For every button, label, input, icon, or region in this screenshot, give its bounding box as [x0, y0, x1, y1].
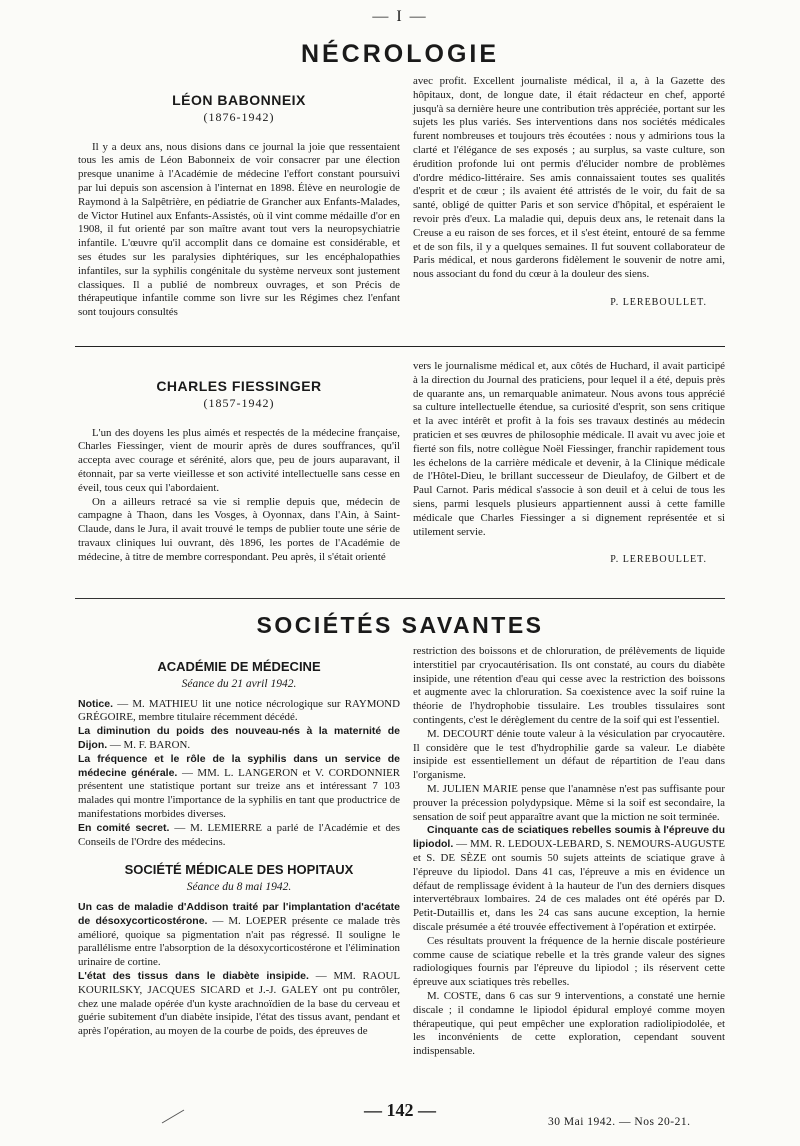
item-text: — MM. L. LANGERON et V. CORDONNIER présentent une statistique portant sur treize ans et intéressant 7 103 malades qui montre l'importance de la syphilis en tant que productrice de manifestations morbides diverses. [78, 766, 400, 820]
item-title: Un cas de maladie d'Addison traité par l'implantation d'acétate de désoxycorticostérone. [78, 900, 400, 927]
section-divider [75, 598, 725, 599]
paragraph-text: M. COSTE, dans 6 cas sur 9 interventions, a constaté une hernie discale ; il condamne le lipiodol épidural employé comme moyen thérapeutique, qui peut empêcher une exploration radiolipiodolée, et les inconvénients de cette exploration, cependant souvent indispensable. [413, 989, 725, 1058]
obituary-text: Il y a deux ans, nous disions dans ce journal la joie que ressentaient tous les amis de Léon Babonneix de voir consacrer par une élection presque unanime à l'Académie de médecine l'effort constant poursuivi par lui depuis son ascension à l'internat en 1898. Élève en neurologie de Raymond à la Salpêtrière, en pédiatrie de Grancher aux Enfants-Malades, de Victor Hutinel aux Enfants-Assistés, où il vint comme médaille d'or en 1908, il fut orienté par son maître avant tout vers la neuropsychiatrie infantile. L'œuvre qu'il accomplit dans ce domaine est considérable, et ses études sur les paralysies diphtériques, sur les encéphalopathies infantiles, sur la syphilis congénitale du système nerveux sont justement classiques. Il a publié de nombreux ouvrages, et son Précis de thérapeutique infantile comme son livre sur les Régimes chez l'enfant sont toujours consultés [78, 140, 400, 319]
hopitaux-item [78, 970, 400, 1039]
report-paragraph [413, 824, 725, 934]
obituary-fiessinger-left [78, 380, 400, 565]
academie-seance: Séance du 21 avril 1942. [181, 677, 297, 690]
page-number: — 142 — [364, 1100, 436, 1120]
hopitaux-heading: SOCIÉTÉ MÉDICALE DES HOPITAUX [124, 862, 354, 878]
section-divider [75, 346, 725, 347]
item-title: L'état des tissus dans le diabète insipide. [78, 969, 309, 982]
item-text: — M. LEMIERRE a parlé de l'Académie et des Conseils de l'Ordre des médecins. [78, 821, 400, 848]
academie-item [78, 725, 400, 753]
academie-heading: ACADÉMIE DE MÉDECINE [157, 659, 321, 674]
item-title: Notice. [78, 697, 114, 710]
societes-savantes-title: SOCIÉTÉS SAVANTES [256, 612, 544, 638]
issue-date-line: 30 Mai 1942. — Nos 20-21. [548, 1116, 691, 1128]
academie-item [78, 822, 400, 850]
item-text: — MM. RAOUL KOURILSKY, JACQUES SICARD et J.-J. GALEY ont pu contrôler, chez une malade opérée d'un kyste arachnoïdien de la base du cerveau et guérie subitement d'un diabète insipide, l'état des tissus avant, pendant et après l'opération, au moyen de la courbe de poids, des épreuves de [78, 969, 400, 1038]
obituary-text: On a ailleurs retracé sa vie si remplie depuis que, médecin de campagne à Thaon, dans les Vosges, à Oyonnax, dans l'Ain, à Saint-Claude, dans le Jura, il avait trouvé le temps de publier toute une série de travaux cliniques lui ouvrant, dès 1896, les portes de l'Académie de médecine, à titre de membre correspondant. Peu après, il s'était orienté [78, 495, 400, 563]
page-roman-number: — I — [372, 8, 428, 25]
obituary-name: CHARLES FIESSINGER [156, 378, 322, 394]
obituary-babonneix-left [78, 94, 400, 320]
obituary-text: avec profit. Excellent journaliste médical, il a, à la Gazette des hôpitaux, dont, de longue date, il était rédacteur en chef, apporté jusqu'à sa dernière heure une contribution très appréciée, portant sur les sujets les plus variés. Ses interventions dans nos sociétés médicales furent nombreuses et toujours très écoutées : nous y admirions tous la clarté et l'élégance de ses exposés ; au surplus, sa vaste culture, son érudition profonde lui ont permis d'élucider nombre de problèmes d'ordre médico-littéraire. Ses amis connaissaient toutes ses qualités d'esprit et de cœur ; ils avaient été attristés de le voir, du fait de sa santé, obligé de quitter Paris et son service d'hôpital, et espéraient le revoir près d'eux. La maladie qui, depuis deux ans, le retenait dans la Creuse a eu raison de ses forces, et il s'est éteint, entouré de sa femme et de son fils, il y a quelques semaines. Il fut souvent collaborateur de Paris médical, et nous garderons fidèlement le souvenir de notre ami, nous associant du fond du cœur à la douleur des siens. [413, 75, 725, 281]
obituary-text: L'un des doyens les plus aimés et respectés de la médecine française, Charles Fiessinger, vient de mourir après de dures souffrances, qu'il accepta avec courage et sérénité, alors que, peu de jours auparavant, il étonnait, par sa verte vieillesse et son activité intellectuelle sans cesse en éveil, tous ceux qui l'abordaient. [78, 426, 400, 494]
academie-item [78, 753, 400, 822]
report-paragraph [413, 645, 725, 728]
report-paragraph [413, 783, 725, 824]
item-text: — M. F. BARON. [107, 738, 191, 751]
item-title: La diminution du poids des nouveau-nés à la maternité de Dijon. [78, 725, 400, 751]
obituary-text: vers le journalisme médical et, aux côtés de Huchard, il avait participé à la direction du Journal des praticiens, pour lequel il a été, depuis près de quarante ans, un remarquable animateur. Nous avons tous apprécié sa culture intellectuelle étendue, sa curiosité d'esprit, son sens critique et la avec intérêt et profit à la fois ses travaux destinés au médecin praticien et ses œuvres de philosophie médicale. Il avait vu avec joie et fierté son fils, notre collègue Noël Fiessinger, franchir rapidement tous les échelons de la carrière médicale et devenir, à la Clinique médicale de l'Hôtel-Dieu, le brillant successeur de Dieulafoy, de Gilbert et de Paul Carnot. Paris médical s'associe à son deuil et à celui de tous les siens, parmi lesquels plusieurs appartiennent aussi à cette famille médicale que Charles Fiessinger a si dignement représentée et si utilement servie. [413, 360, 725, 538]
report-paragraph [413, 990, 725, 1059]
paragraph-text: M. JULIEN MARIE pense que l'anamnèse n'est pas suffisante pour prouver la précession polydypsique. Même si la soif est secondaire, la sensation de soif peut apparaître avant que la miction ne soit terminée. [413, 782, 725, 823]
paragraph-text: Ces résultats prouvent la fréquence de la hernie discale postérieure comme cause de sciatique rebelle et la très grande valeur des signes radiologiques fournis par l'épreuve du lipiodol ; ils réservent cette épreuve aux sciatiques très rebelles. [413, 934, 725, 989]
item-text: — M. MATHIEU lit une notice nécrologique sur RAYMOND GRÉGOIRE, membre titulaire récemment décédé. [78, 697, 400, 724]
obituary-dates: (1876-1942) [203, 109, 275, 124]
hopitaux-item [78, 901, 400, 970]
item-text: — M. LOEPER présente ce malade très amélioré, quoique sa pigmentation n'ait pas régressé. Il souligne le parallélisme entre l'absorption de la désoxycorticostérone et l'élimination urinaire de cortine. [78, 914, 400, 969]
societes-left-column [78, 660, 400, 1039]
item-title: En comité secret. [78, 821, 170, 834]
societes-right-column [413, 645, 725, 1059]
paragraph-text: M. DECOURT dénie toute valeur à la vésiculation par cryocautère. Il considère que le test d'hydrophilie garde sa valeur. Le diabète insipide est essentiellement un défaut de répartition de l'eau dans l'organisme. [413, 727, 725, 782]
obituary-signature: P. LEREBOULLET. [610, 296, 707, 308]
necrologie-title: NÉCROLOGIE [300, 40, 500, 68]
hopitaux-seance: Séance du 8 mai 1942. [186, 881, 292, 894]
item-title: Cinquante cas de sciatiques rebelles soumis à l'épreuve du lipiodol. [413, 824, 725, 851]
report-paragraph [413, 935, 725, 990]
paragraph-text: — MM. R. LEDOUX-LEBARD, S. NEMOURS-AUGUSTE et S. DE SÈZE ont soumis 50 sujets atteints de sciatique grave à l'épreuve du lipiodol. Dans 41 cas, l'épreuve a mis en évidence un défaut de remplissage évident à la hauteur de l'un des derniers disques intervertébraux lombaires. 24 de ces malades ont été opérés par D. Petit-Dutaillis et, dans les 24 cas sans aucune exception, la hernie discale présumée a été trouvée effectivement à l'opération et extirpée. [413, 838, 725, 933]
obituary-signature: P. LEREBOULLET. [610, 554, 707, 566]
report-paragraph [413, 728, 725, 783]
obituary-fiessinger-right [413, 360, 725, 567]
paragraph-text: restriction des boissons et de chloruration, de prélèvements de liquide interstitiel par cryocautérisation. Ils ont constaté, au cours du diabète insipide, une rétention d'eau qui cesse avec la restriction des boissons et augmente avec la chloruration. Sa coexistence avec la soif ruine la théorie de l'hydrophobie tissulaire. Les troubles tissulaires sont contingents, c'est le dérèglement du centre de la soif qui est l'essentiel. [413, 645, 725, 726]
item-title: La fréquence et le rôle de la syphilis dans un service de médecine générale. [78, 752, 400, 779]
academie-item [78, 698, 400, 726]
obituary-babonneix-right [413, 75, 725, 310]
obituary-name: LÉON BABONNEIX [172, 92, 306, 108]
obituary-dates: (1857-1942) [203, 395, 275, 410]
